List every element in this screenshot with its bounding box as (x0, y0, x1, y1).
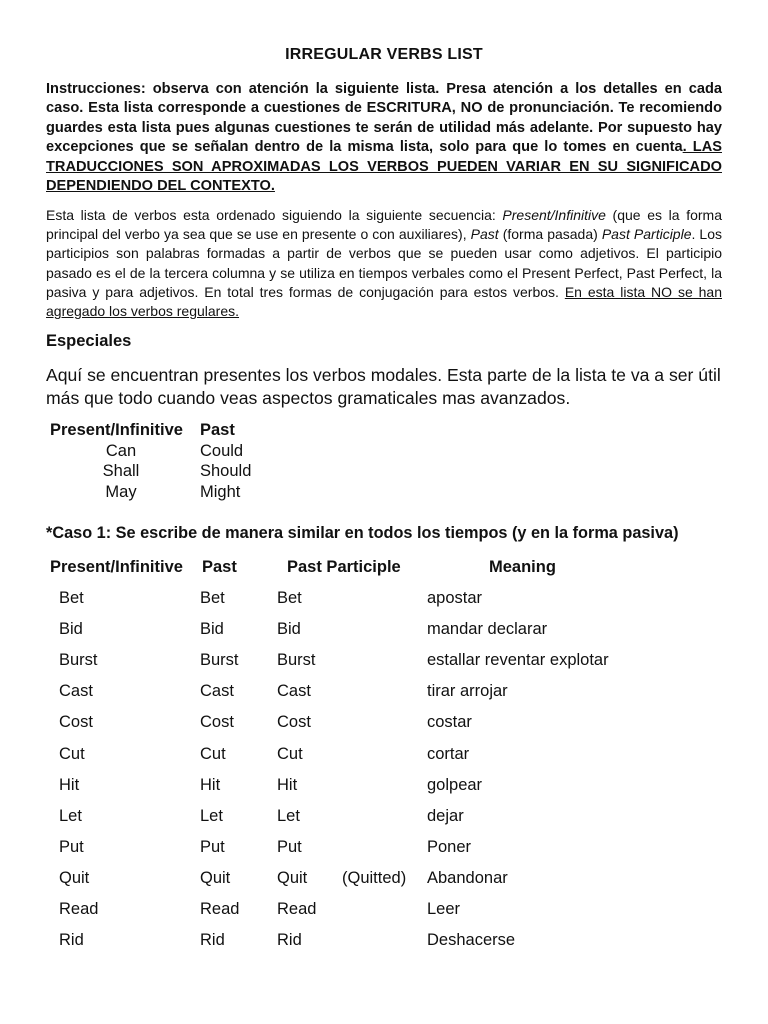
table-row (46, 929, 722, 960)
past-cell: Let (200, 806, 223, 825)
table-row (46, 587, 722, 618)
past-participle-cell: Rid (277, 931, 302, 950)
past-participle-cell: Bet (277, 589, 302, 608)
meaning-cell: Poner (427, 837, 472, 856)
past-participle-cell: Burst (277, 651, 316, 670)
past-cell: Cost (200, 713, 234, 732)
present-cell: Bid (59, 620, 83, 639)
modal-past-cell: Should (200, 462, 252, 480)
alternate-form-cell: (Quitted) (342, 868, 407, 887)
present-cell: Bet (59, 589, 84, 608)
sequence-past-term: Past (470, 226, 499, 243)
past-cell: Rid (200, 931, 225, 950)
header-present: Present/Infinitive (50, 558, 183, 576)
past-cell: Read (200, 900, 240, 919)
past-participle-cell: Cast (277, 682, 311, 701)
sequence-text-1: Esta lista de verbos esta ordenado siguiendo la siguiente secuencia: (46, 207, 503, 223)
sequence-text-2: (que es la forma principal del verbo ya sea que se use en presente o con auxiliares), (46, 207, 722, 243)
sequence-present-term: Present/Infinitive (502, 207, 606, 223)
sequence-underlined-text: En esta lista NO se han agregado los verbos regulares. (46, 283, 722, 320)
instructions-text: Instrucciones: observa con atención la siguiente lista. Presa atención a los detalles en cada caso. Esta lista corresponde a cuestiones de ESCRITURA, NO de pronunciación. Te recomiendo guardes esta lista pues algunas cuestiones te serán de utilidad más adelante. Por supuesto hay excepciones que se señalan dentro de la misma lista, solo para que lo tomes en cuenta (46, 81, 722, 156)
header-past-participle: Past Participle (287, 558, 401, 576)
meaning-cell: tirar arrojar (427, 682, 508, 701)
present-cell: Cast (59, 682, 93, 701)
meaning-cell: Abandonar (427, 868, 508, 887)
especiales-heading: Especiales (46, 332, 132, 350)
table-row (46, 867, 722, 898)
sequence-paragraph (46, 206, 722, 321)
table-row (46, 774, 722, 805)
meaning-cell: mandar declarar (427, 620, 548, 639)
past-participle-cell: Bid (277, 620, 301, 639)
table-row (46, 680, 722, 711)
past-participle-cell: Let (277, 806, 300, 825)
past-cell: Put (200, 837, 225, 856)
table-row (46, 743, 722, 774)
present-cell: Cut (59, 744, 85, 763)
present-cell: Hit (59, 775, 80, 794)
table-row (46, 836, 722, 867)
instructions-underlined-text: . LAS TRADUCCIONES SON APROXIMADAS LOS VERBOS PUEDEN VARIAR EN SU SIGNIFICADO DEPENDIENDO DEL CONTEXTO. (46, 139, 722, 195)
table-row (46, 649, 722, 680)
page-title: IRREGULAR VERBS LIST (285, 46, 483, 63)
meaning-cell: estallar reventar explotar (427, 651, 609, 670)
modal-past-cell: Could (200, 441, 244, 460)
table-row (46, 711, 722, 742)
modal-header-past: Past (200, 421, 235, 439)
past-participle-cell: Cost (277, 713, 311, 732)
past-cell: Bid (200, 620, 224, 639)
verbs-table-header (46, 556, 722, 587)
past-participle-cell: Hit (277, 775, 298, 794)
past-participle-cell: Put (277, 837, 302, 856)
meaning-cell: cortar (427, 744, 470, 763)
sequence-past-participle-term: Past Participle (601, 226, 692, 243)
modal-past-cell: Might (200, 482, 241, 501)
instructions-paragraph (46, 80, 722, 196)
caso-1-heading: *Caso 1: Se escribe de manera similar en todos los tiempos (y en la forma pasiva) (46, 524, 679, 542)
meaning-cell: Leer (427, 900, 461, 919)
table-row (46, 618, 722, 649)
past-participle-cell: Quit (277, 868, 308, 887)
past-cell: Cut (200, 744, 226, 763)
past-cell: Burst (200, 651, 239, 670)
modal-header-present: Present/Infinitive (50, 421, 183, 439)
table-row (46, 805, 722, 836)
present-cell: Let (59, 806, 82, 825)
past-cell: Hit (200, 775, 221, 794)
present-cell: Put (59, 837, 84, 856)
sequence-text-3: (forma pasada) (498, 226, 602, 243)
past-cell: Cast (200, 682, 234, 701)
present-cell: Rid (59, 931, 84, 950)
sequence-text-4: . Los participios son palabras formadas a partir de verbos que se pueden usar como adjetivos. El participio pasado es el de la tercera columna y se utiliza en tiempos verbales como el Present Perfect, Past Perfect, la pasiva y para adjetivos. En total tres formas de conjugación para estos verbos. (46, 226, 722, 300)
past-cell: Bet (200, 589, 225, 608)
modal-present-cell: Can (105, 441, 137, 460)
meaning-cell: dejar (427, 806, 464, 825)
modal-present-cell: Shall (102, 462, 140, 480)
present-cell: Quit (59, 868, 90, 887)
meaning-cell: apostar (427, 589, 483, 608)
modal-present-cell: May (105, 482, 137, 501)
past-participle-cell: Cut (277, 744, 303, 763)
header-past: Past (202, 558, 237, 576)
meaning-cell: golpear (427, 775, 483, 794)
meaning-cell: Deshacerse (427, 931, 516, 950)
meaning-cell: costar (427, 713, 472, 732)
header-meaning: Meaning (489, 558, 556, 576)
present-cell: Cost (59, 713, 93, 732)
caso-1-verbs-table (46, 556, 722, 960)
present-cell: Read (59, 900, 99, 919)
table-row (46, 898, 722, 929)
especiales-description: Aquí se encuentran presentes los verbos modales. Esta parte de la lista te va a ser útil más que todo cuando veas aspectos gramaticales mas avanzados. (46, 365, 721, 408)
past-cell: Quit (200, 868, 231, 887)
past-participle-cell: Read (277, 900, 317, 919)
present-cell: Burst (59, 651, 98, 670)
